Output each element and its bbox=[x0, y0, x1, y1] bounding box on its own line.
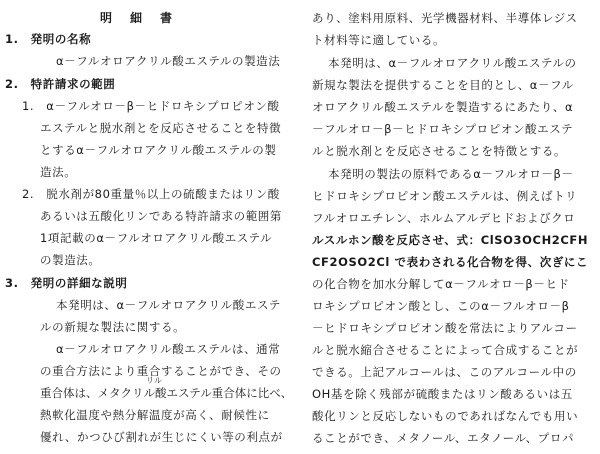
claim-1-line-2: エステルと脱水剤とを反応させることを特徴 bbox=[40, 121, 282, 135]
claim-2-line-4: の製造法。 bbox=[40, 253, 101, 267]
right-line-1: あり、塗料用原料、光学機器材料、半導体レジス bbox=[312, 11, 578, 25]
right-line-4: 新規な製法を提供することを目的とし、α－フル bbox=[312, 78, 574, 92]
claim-2-line-2: あるいは五酸化リンである特許請求の範囲第 bbox=[40, 209, 282, 223]
description-line-2: ルの新規な製法に関する。 bbox=[40, 320, 186, 334]
right-line-16: ルと脱水縮合させることによって合成することが bbox=[312, 343, 579, 357]
section-3-heading: 3. 発明の詳細な説明 bbox=[5, 276, 128, 290]
right-line-19: 酸化リンと反応しないものであればなんでも用い bbox=[312, 409, 579, 423]
right-line-12-formula: CF2OSO2Cl で表わされる化合物を得、次ぎにこ bbox=[312, 255, 589, 269]
invention-title: α－フルオロアクリル酸エステルの製造法 bbox=[56, 54, 281, 68]
right-line-18: OH基を除く残部が硫酸またはリン酸あるいは五 bbox=[312, 387, 573, 401]
claim-1-line-4: 造法。 bbox=[40, 165, 77, 179]
right-line-10: フルオロエチレン、ホルムアルデヒドおよびクロ bbox=[312, 211, 576, 225]
right-line-11-formula: ルスルホン酸を反応させ、式：ClSO3OCH2CFH bbox=[312, 233, 589, 247]
right-line-7: ルと脱水剤とを反応させることを特徴とする。 bbox=[312, 144, 567, 158]
right-line-13: の化合物を加水分解してα－フルオロ－β－ヒド bbox=[312, 277, 570, 291]
right-line-14: ロキシプロピオン酸とし、このα－フルオロ－β bbox=[312, 299, 570, 313]
right-line-8: 本発明の製法の原料であるα－フルオロ－β－ bbox=[328, 167, 574, 181]
right-line-17: できる。上記アルコールは、このアルコール中の bbox=[312, 365, 577, 379]
section-1-heading: 1. 発明の名称 bbox=[5, 32, 92, 46]
description-line-1: 本発明は、α－フルオロアクリル酸エステ bbox=[56, 298, 281, 312]
description-line-4: の重合方法により重合することができ、その bbox=[40, 364, 282, 378]
claim-1-line-1: 1. α－フルオロ－β－ヒドロキシプロピオン酸 bbox=[22, 99, 280, 113]
description-line-6: 熱軟化温度や熱分解温度が高く、耐候性に bbox=[40, 408, 270, 422]
right-line-3: 本発明は、α－フルオロアクリル酸エステルの bbox=[328, 56, 577, 70]
section-2-heading: 2. 特許請求の範囲 bbox=[5, 77, 116, 91]
right-line-15: －ヒドロキシプロピオン酸を常法によりアルコー bbox=[312, 321, 578, 335]
handwritten-ruby-note: リル bbox=[146, 376, 162, 385]
right-line-5: オロアクリル酸エステルを製造するにあたり、α bbox=[312, 100, 574, 114]
right-line-2: ト材料等に適している。 bbox=[312, 33, 446, 47]
right-line-9: ヒドロキシプロピオン酸エステルは、例えばトリ bbox=[312, 189, 578, 203]
description-line-7: 優れ、かつひび割れが生じにくい等の利点が bbox=[40, 430, 283, 444]
claim-2-line-3: 1項記載のα－フルオロアクリル酸エステル bbox=[40, 231, 273, 245]
description-line-5: 重合体は、メタクリル酸エステル重合体に比べ、 bbox=[40, 386, 293, 400]
right-line-6: －フルオロ－β－ヒドロキシプロピオン酸エステ bbox=[312, 122, 574, 136]
claim-1-line-3: とするα－フルオロアクリル酸エステルの製 bbox=[40, 143, 277, 157]
right-line-20: ることができ、メタノール、エタノール、プロパ bbox=[312, 431, 575, 445]
claim-2-line-1: 2. 脱水剤が80重量％以上の硫酸またはリン酸 bbox=[22, 187, 280, 201]
document-title: 明細書 bbox=[100, 11, 191, 25]
description-line-3: α－フルオロアクリル酸エステルは、通常 bbox=[56, 342, 281, 356]
